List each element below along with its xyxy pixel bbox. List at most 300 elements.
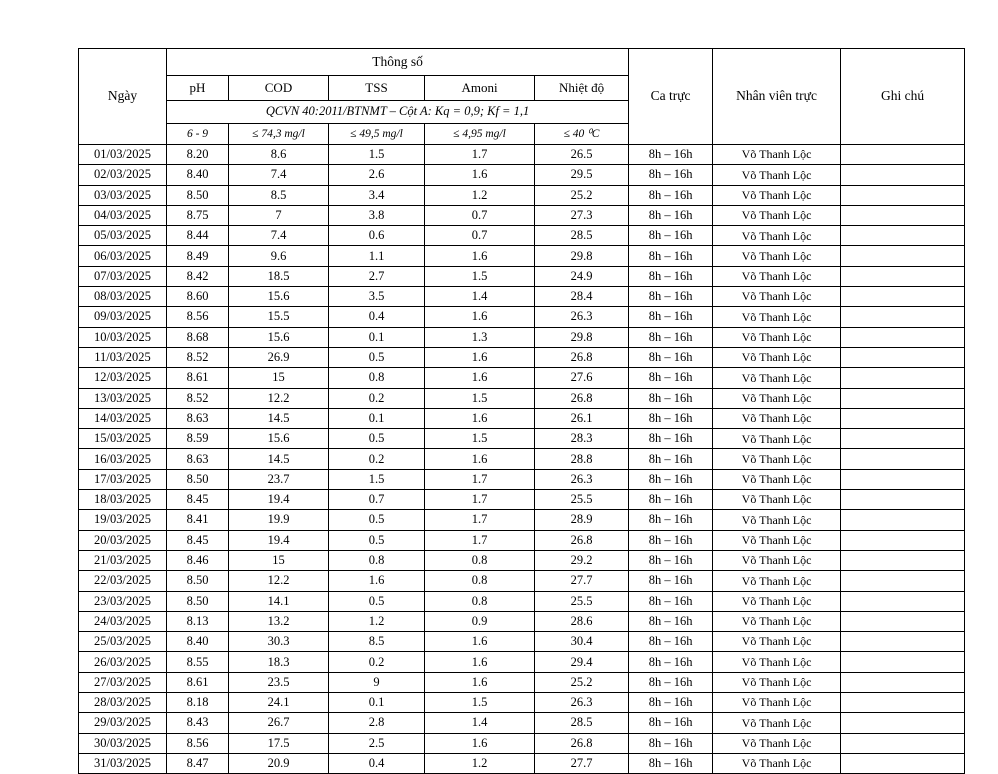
cell-tss: 0.2 — [329, 652, 425, 672]
cell-shift: 8h – 16h — [629, 530, 713, 550]
cell-temp: 26.3 — [535, 307, 629, 327]
cell-temp: 29.2 — [535, 550, 629, 570]
cell-tss: 8.5 — [329, 632, 425, 652]
cell-tss: 3.8 — [329, 205, 425, 225]
limit-temp: ≤ 40 ⁰C — [535, 124, 629, 145]
cell-tss: 2.5 — [329, 733, 425, 753]
cell-date: 18/03/2025 — [79, 490, 167, 510]
cell-amoni: 1.5 — [425, 693, 535, 713]
cell-temp: 26.3 — [535, 693, 629, 713]
table-row — [79, 591, 965, 611]
cell-date: 14/03/2025 — [79, 408, 167, 428]
header-ph: pH — [167, 76, 229, 101]
cell-tss: 2.8 — [329, 713, 425, 733]
table-row — [79, 246, 965, 266]
cell-cod: 18.3 — [229, 652, 329, 672]
cell-temp: 28.5 — [535, 713, 629, 733]
cell-note — [841, 490, 965, 510]
table-row — [79, 449, 965, 469]
cell-ph: 8.45 — [167, 530, 229, 550]
table-row — [79, 266, 965, 286]
cell-date: 24/03/2025 — [79, 611, 167, 631]
limit-ph: 6 - 9 — [167, 124, 229, 145]
cell-note — [841, 388, 965, 408]
cell-ph: 8.47 — [167, 753, 229, 773]
cell-tss: 1.2 — [329, 611, 425, 631]
cell-temp: 26.8 — [535, 733, 629, 753]
cell-staff: Võ Thanh Lộc — [713, 611, 841, 631]
cell-cod: 15 — [229, 550, 329, 570]
cell-amoni: 1.6 — [425, 347, 535, 367]
table-row — [79, 287, 965, 307]
cell-staff: Võ Thanh Lộc — [713, 733, 841, 753]
table-row — [79, 429, 965, 449]
cell-cod: 15.6 — [229, 327, 329, 347]
cell-staff: Võ Thanh Lộc — [713, 449, 841, 469]
cell-amoni: 1.4 — [425, 713, 535, 733]
cell-shift: 8h – 16h — [629, 226, 713, 246]
cell-staff: Võ Thanh Lộc — [713, 145, 841, 165]
header-tss: TSS — [329, 76, 425, 101]
cell-amoni: 0.8 — [425, 571, 535, 591]
cell-ph: 8.50 — [167, 469, 229, 489]
table-row — [79, 571, 965, 591]
cell-note — [841, 571, 965, 591]
cell-shift: 8h – 16h — [629, 753, 713, 773]
cell-tss: 9 — [329, 672, 425, 692]
cell-cod: 19.4 — [229, 530, 329, 550]
cell-amoni: 0.9 — [425, 611, 535, 631]
cell-ph: 8.50 — [167, 591, 229, 611]
cell-date: 28/03/2025 — [79, 693, 167, 713]
cell-ph: 8.55 — [167, 652, 229, 672]
cell-note — [841, 145, 965, 165]
table-row — [79, 347, 965, 367]
table-row — [79, 753, 965, 773]
cell-temp: 28.3 — [535, 429, 629, 449]
limit-tss: ≤ 49,5 mg/l — [329, 124, 425, 145]
cell-temp: 26.3 — [535, 469, 629, 489]
cell-note — [841, 510, 965, 530]
cell-shift: 8h – 16h — [629, 632, 713, 652]
cell-tss: 0.5 — [329, 429, 425, 449]
cell-note — [841, 165, 965, 185]
cell-staff: Võ Thanh Lộc — [713, 246, 841, 266]
cell-ph: 8.68 — [167, 327, 229, 347]
cell-cod: 14.1 — [229, 591, 329, 611]
cell-date: 01/03/2025 — [79, 145, 167, 165]
cell-ph: 8.18 — [167, 693, 229, 713]
cell-ph: 8.56 — [167, 733, 229, 753]
cell-shift: 8h – 16h — [629, 693, 713, 713]
cell-staff: Võ Thanh Lộc — [713, 226, 841, 246]
cell-note — [841, 327, 965, 347]
cell-staff: Võ Thanh Lộc — [713, 185, 841, 205]
cell-staff: Võ Thanh Lộc — [713, 408, 841, 428]
cell-temp: 26.8 — [535, 347, 629, 367]
cell-shift: 8h – 16h — [629, 469, 713, 489]
header-params-group: Thông số — [167, 49, 629, 76]
cell-ph: 8.44 — [167, 226, 229, 246]
cell-cod: 19.4 — [229, 490, 329, 510]
cell-tss: 2.7 — [329, 266, 425, 286]
cell-temp: 27.7 — [535, 571, 629, 591]
cell-amoni: 1.6 — [425, 733, 535, 753]
cell-shift: 8h – 16h — [629, 246, 713, 266]
cell-cod: 19.9 — [229, 510, 329, 530]
table-row — [79, 388, 965, 408]
table-row — [79, 713, 965, 733]
cell-cod: 7 — [229, 205, 329, 225]
cell-temp: 28.4 — [535, 287, 629, 307]
cell-note — [841, 530, 965, 550]
cell-note — [841, 246, 965, 266]
cell-ph: 8.41 — [167, 510, 229, 530]
cell-tss: 1.6 — [329, 571, 425, 591]
cell-date: 09/03/2025 — [79, 307, 167, 327]
cell-amoni: 1.5 — [425, 429, 535, 449]
cell-temp: 28.8 — [535, 449, 629, 469]
cell-staff: Võ Thanh Lộc — [713, 327, 841, 347]
cell-ph: 8.40 — [167, 632, 229, 652]
cell-cod: 7.4 — [229, 226, 329, 246]
cell-temp: 27.3 — [535, 205, 629, 225]
cell-shift: 8h – 16h — [629, 327, 713, 347]
table-row — [79, 226, 965, 246]
cell-cod: 8.5 — [229, 185, 329, 205]
cell-ph: 8.43 — [167, 713, 229, 733]
table-row — [79, 185, 965, 205]
header-shift: Ca trực — [629, 49, 713, 145]
cell-shift: 8h – 16h — [629, 733, 713, 753]
header-qcvn-standard: QCVN 40:2011/BTNMT – Cột A: Kq = 0,9; Kf = 1,1 — [167, 101, 629, 124]
cell-ph: 8.61 — [167, 672, 229, 692]
cell-date: 05/03/2025 — [79, 226, 167, 246]
water-quality-log-table — [78, 48, 965, 774]
cell-amoni: 1.4 — [425, 287, 535, 307]
cell-date: 30/03/2025 — [79, 733, 167, 753]
cell-note — [841, 449, 965, 469]
cell-date: 20/03/2025 — [79, 530, 167, 550]
cell-amoni: 1.6 — [425, 672, 535, 692]
cell-tss: 1.5 — [329, 469, 425, 489]
cell-cod: 23.7 — [229, 469, 329, 489]
table-row — [79, 652, 965, 672]
cell-ph: 8.63 — [167, 449, 229, 469]
cell-note — [841, 347, 965, 367]
cell-note — [841, 368, 965, 388]
cell-staff: Võ Thanh Lộc — [713, 591, 841, 611]
cell-staff: Võ Thanh Lộc — [713, 753, 841, 773]
cell-note — [841, 287, 965, 307]
cell-shift: 8h – 16h — [629, 205, 713, 225]
cell-tss: 2.6 — [329, 165, 425, 185]
cell-temp: 29.8 — [535, 327, 629, 347]
cell-date: 19/03/2025 — [79, 510, 167, 530]
cell-amoni: 1.2 — [425, 185, 535, 205]
header-staff: Nhân viên trực — [713, 49, 841, 145]
cell-cod: 15.6 — [229, 429, 329, 449]
cell-ph: 8.52 — [167, 347, 229, 367]
cell-ph: 8.45 — [167, 490, 229, 510]
cell-date: 10/03/2025 — [79, 327, 167, 347]
cell-shift: 8h – 16h — [629, 368, 713, 388]
header-row-group — [79, 49, 965, 76]
cell-tss: 0.8 — [329, 368, 425, 388]
cell-shift: 8h – 16h — [629, 307, 713, 327]
cell-staff: Võ Thanh Lộc — [713, 550, 841, 570]
cell-temp: 28.5 — [535, 226, 629, 246]
cell-note — [841, 408, 965, 428]
cell-date: 04/03/2025 — [79, 205, 167, 225]
header-temp: Nhiệt độ — [535, 76, 629, 101]
cell-staff: Võ Thanh Lộc — [713, 307, 841, 327]
cell-shift: 8h – 16h — [629, 429, 713, 449]
cell-ph: 8.50 — [167, 185, 229, 205]
cell-date: 31/03/2025 — [79, 753, 167, 773]
header-amoni: Amoni — [425, 76, 535, 101]
cell-staff: Võ Thanh Lộc — [713, 510, 841, 530]
cell-temp: 27.6 — [535, 368, 629, 388]
cell-shift: 8h – 16h — [629, 347, 713, 367]
cell-temp: 28.6 — [535, 611, 629, 631]
cell-tss: 0.2 — [329, 388, 425, 408]
table-row — [79, 672, 965, 692]
table-row — [79, 693, 965, 713]
cell-shift: 8h – 16h — [629, 550, 713, 570]
cell-ph: 8.50 — [167, 571, 229, 591]
cell-ph: 8.75 — [167, 205, 229, 225]
cell-amoni: 1.6 — [425, 449, 535, 469]
cell-staff: Võ Thanh Lộc — [713, 672, 841, 692]
cell-shift: 8h – 16h — [629, 591, 713, 611]
cell-cod: 9.6 — [229, 246, 329, 266]
cell-amoni: 0.7 — [425, 205, 535, 225]
cell-tss: 1.1 — [329, 246, 425, 266]
table-row — [79, 469, 965, 489]
cell-tss: 1.5 — [329, 145, 425, 165]
cell-shift: 8h – 16h — [629, 571, 713, 591]
cell-amoni: 1.6 — [425, 307, 535, 327]
cell-temp: 29.8 — [535, 246, 629, 266]
cell-staff: Võ Thanh Lộc — [713, 469, 841, 489]
cell-ph: 8.49 — [167, 246, 229, 266]
cell-date: 26/03/2025 — [79, 652, 167, 672]
cell-date: 11/03/2025 — [79, 347, 167, 367]
cell-staff: Võ Thanh Lộc — [713, 490, 841, 510]
cell-staff: Võ Thanh Lộc — [713, 266, 841, 286]
cell-temp: 24.9 — [535, 266, 629, 286]
cell-cod: 15 — [229, 368, 329, 388]
cell-cod: 17.5 — [229, 733, 329, 753]
cell-tss: 0.5 — [329, 530, 425, 550]
cell-staff: Võ Thanh Lộc — [713, 713, 841, 733]
cell-date: 08/03/2025 — [79, 287, 167, 307]
cell-shift: 8h – 16h — [629, 490, 713, 510]
table-row — [79, 550, 965, 570]
header-date: Ngày — [79, 49, 167, 145]
cell-amoni: 1.7 — [425, 530, 535, 550]
cell-amoni: 1.6 — [425, 632, 535, 652]
cell-amoni: 1.6 — [425, 165, 535, 185]
cell-note — [841, 307, 965, 327]
cell-note — [841, 205, 965, 225]
table-body — [79, 145, 965, 774]
cell-shift: 8h – 16h — [629, 185, 713, 205]
cell-date: 22/03/2025 — [79, 571, 167, 591]
cell-date: 02/03/2025 — [79, 165, 167, 185]
cell-temp: 25.2 — [535, 672, 629, 692]
cell-tss: 0.1 — [329, 327, 425, 347]
cell-tss: 0.7 — [329, 490, 425, 510]
cell-date: 13/03/2025 — [79, 388, 167, 408]
table-row — [79, 632, 965, 652]
cell-staff: Võ Thanh Lộc — [713, 530, 841, 550]
cell-tss: 3.5 — [329, 287, 425, 307]
cell-temp: 27.7 — [535, 753, 629, 773]
cell-temp: 25.2 — [535, 185, 629, 205]
cell-staff: Võ Thanh Lộc — [713, 165, 841, 185]
cell-temp: 26.8 — [535, 388, 629, 408]
cell-temp: 26.8 — [535, 530, 629, 550]
cell-staff: Võ Thanh Lộc — [713, 388, 841, 408]
cell-cod: 15.5 — [229, 307, 329, 327]
cell-cod: 24.1 — [229, 693, 329, 713]
cell-temp: 25.5 — [535, 490, 629, 510]
cell-shift: 8h – 16h — [629, 652, 713, 672]
table-row — [79, 307, 965, 327]
cell-staff: Võ Thanh Lộc — [713, 429, 841, 449]
cell-cod: 30.3 — [229, 632, 329, 652]
cell-note — [841, 266, 965, 286]
cell-shift: 8h – 16h — [629, 287, 713, 307]
cell-amoni: 1.7 — [425, 490, 535, 510]
cell-cod: 23.5 — [229, 672, 329, 692]
cell-tss: 0.5 — [329, 591, 425, 611]
cell-staff: Võ Thanh Lộc — [713, 652, 841, 672]
cell-ph: 8.46 — [167, 550, 229, 570]
cell-amoni: 1.6 — [425, 652, 535, 672]
cell-date: 29/03/2025 — [79, 713, 167, 733]
cell-date: 12/03/2025 — [79, 368, 167, 388]
cell-note — [841, 429, 965, 449]
cell-cod: 20.9 — [229, 753, 329, 773]
cell-shift: 8h – 16h — [629, 408, 713, 428]
cell-shift: 8h – 16h — [629, 510, 713, 530]
cell-ph: 8.59 — [167, 429, 229, 449]
cell-ph: 8.63 — [167, 408, 229, 428]
cell-cod: 26.7 — [229, 713, 329, 733]
table-row — [79, 205, 965, 225]
cell-cod: 8.6 — [229, 145, 329, 165]
cell-ph: 8.60 — [167, 287, 229, 307]
cell-note — [841, 591, 965, 611]
cell-cod: 7.4 — [229, 165, 329, 185]
cell-date: 03/03/2025 — [79, 185, 167, 205]
cell-date: 25/03/2025 — [79, 632, 167, 652]
cell-ph: 8.40 — [167, 165, 229, 185]
table-row — [79, 408, 965, 428]
cell-note — [841, 693, 965, 713]
cell-note — [841, 713, 965, 733]
cell-shift: 8h – 16h — [629, 713, 713, 733]
table-row — [79, 611, 965, 631]
cell-temp: 25.5 — [535, 591, 629, 611]
cell-cod: 18.5 — [229, 266, 329, 286]
cell-ph: 8.42 — [167, 266, 229, 286]
cell-tss: 0.1 — [329, 408, 425, 428]
table-row — [79, 165, 965, 185]
limit-amoni: ≤ 4,95 mg/l — [425, 124, 535, 145]
cell-tss: 0.1 — [329, 693, 425, 713]
cell-temp: 30.4 — [535, 632, 629, 652]
table-row — [79, 327, 965, 347]
cell-shift: 8h – 16h — [629, 145, 713, 165]
cell-tss: 0.8 — [329, 550, 425, 570]
cell-date: 07/03/2025 — [79, 266, 167, 286]
cell-amoni: 1.7 — [425, 145, 535, 165]
cell-staff: Võ Thanh Lộc — [713, 287, 841, 307]
cell-temp: 26.5 — [535, 145, 629, 165]
cell-amoni: 0.7 — [425, 226, 535, 246]
cell-shift: 8h – 16h — [629, 449, 713, 469]
cell-note — [841, 550, 965, 570]
cell-cod: 12.2 — [229, 571, 329, 591]
cell-note — [841, 226, 965, 246]
cell-cod: 12.2 — [229, 388, 329, 408]
cell-note — [841, 652, 965, 672]
cell-amoni: 1.6 — [425, 368, 535, 388]
cell-shift: 8h – 16h — [629, 266, 713, 286]
cell-staff: Võ Thanh Lộc — [713, 693, 841, 713]
cell-tss: 0.2 — [329, 449, 425, 469]
cell-cod: 26.9 — [229, 347, 329, 367]
cell-temp: 29.4 — [535, 652, 629, 672]
table-row — [79, 733, 965, 753]
cell-amoni: 1.7 — [425, 469, 535, 489]
cell-tss: 0.5 — [329, 510, 425, 530]
cell-date: 17/03/2025 — [79, 469, 167, 489]
table-row — [79, 510, 965, 530]
cell-tss: 0.5 — [329, 347, 425, 367]
table-row — [79, 145, 965, 165]
cell-amoni: 0.8 — [425, 550, 535, 570]
cell-temp: 28.9 — [535, 510, 629, 530]
cell-ph: 8.56 — [167, 307, 229, 327]
cell-staff: Võ Thanh Lộc — [713, 368, 841, 388]
cell-date: 21/03/2025 — [79, 550, 167, 570]
cell-note — [841, 632, 965, 652]
cell-date: 16/03/2025 — [79, 449, 167, 469]
cell-amoni: 1.5 — [425, 388, 535, 408]
cell-date: 06/03/2025 — [79, 246, 167, 266]
cell-amoni: 1.3 — [425, 327, 535, 347]
limit-cod: ≤ 74,3 mg/l — [229, 124, 329, 145]
cell-ph: 8.52 — [167, 388, 229, 408]
cell-ph: 8.20 — [167, 145, 229, 165]
cell-shift: 8h – 16h — [629, 611, 713, 631]
cell-note — [841, 753, 965, 773]
cell-cod: 15.6 — [229, 287, 329, 307]
cell-date: 23/03/2025 — [79, 591, 167, 611]
cell-temp: 26.1 — [535, 408, 629, 428]
cell-date: 27/03/2025 — [79, 672, 167, 692]
cell-staff: Võ Thanh Lộc — [713, 205, 841, 225]
header-cod: COD — [229, 76, 329, 101]
cell-note — [841, 672, 965, 692]
cell-amoni: 1.5 — [425, 266, 535, 286]
table-row — [79, 368, 965, 388]
